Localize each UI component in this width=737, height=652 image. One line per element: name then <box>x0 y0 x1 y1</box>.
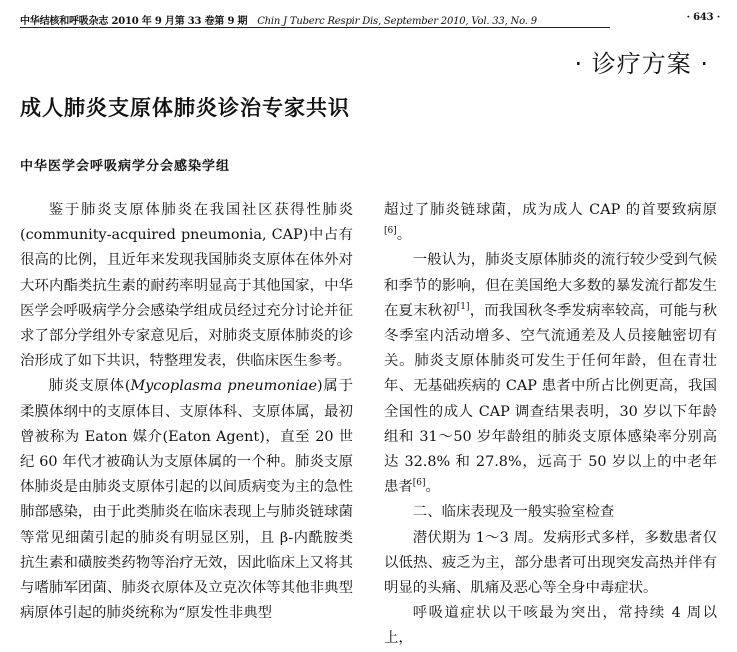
paragraph <box>384 198 717 248</box>
text-run: 一般认为，肺炎支原体肺炎的流行较少受到气候和季节的影响，但在美国绝大多数的暴发流行都发生在夏末秋初 <box>384 252 717 319</box>
text-run: ，而我国秋冬季发病率较高，可能与秋冬季室内活动增多、空气流通差及人员接触密切有关。肺炎支原体肺炎可发生于任何年龄，但在青壮年、无基础疾病的 CAP 患者中所占比例更高，我国全国性的成人 CAP 调查结果表明，30 岁以下年龄组和 31～50 岁年龄组的肺炎支原体感染率分别高达 32.8% 和 27.8%，远高于 50 岁以上的中老年患者 <box>384 302 717 496</box>
text-run: 。 <box>425 479 440 496</box>
text-run: 。 <box>396 227 412 244</box>
left-column <box>20 198 353 626</box>
text-run: 超过了肺炎链球菌，成为成人 CAP 的首要致病原 <box>384 202 717 218</box>
paragraph: 潜伏期为 1～3 周。发病形式多样，多数患者仅以低热、疲乏为主，部分患者可出现突发高热并伴有明显的头痛、肌痛及恶心等全身中毒症状。 <box>384 529 717 597</box>
species-name: Mycoplasma pneumoniae <box>130 378 317 395</box>
citation-ref: [6] <box>384 226 397 237</box>
header-rule <box>20 27 610 28</box>
citation-ref: [1] <box>456 302 470 313</box>
paragraph <box>20 374 353 626</box>
section-label: · 诊疗方案 · <box>574 50 709 78</box>
citation-ref: [6] <box>412 478 426 489</box>
right-column <box>384 198 717 652</box>
journal-cn: 中华结核和呼吸杂志 2010 年 9 月第 33 卷第 9 期 <box>20 16 248 27</box>
article-author: 中华医学会呼吸病学分会感染学组 <box>20 159 231 174</box>
text-run: 肺炎支原体( <box>48 378 131 395</box>
article-title: 成人肺炎支原体肺炎诊治专家共识 <box>20 96 350 120</box>
paragraph: 鉴于肺炎支原体肺炎在我国社区获得性肺炎(community-acquired pneumonia, CAP)中占有很高的比例，且近年来发现我国肺炎支原体在体外对大环内酯类抗生素的耐药率明显高于其他国家，中华医学会呼吸病学分会感染学组成员经过充分讨论并征求了部分学组外专家意见后，对肺炎支原体肺炎的诊治形成了如下共识，特整理发表，供临床医生参考。 <box>20 202 353 370</box>
text-run: )属于柔膜体纲中的支原体目、支原体科、支原体属，最初曾被称为 Eaton 媒介(Eaton Agent)，直至 20 世纪 60 年代才被确认为支原体属的一个种。肺炎支原体肺炎是由肺炎支原体引起的以间质病变为主的急性肺部感染，由于此类肺炎在临床表现上与肺炎链球菌等常见细菌引起的肺炎有明显区别，且 β-内酰胺类抗生素和磺胺类药物等治疗无效，因此临床上又将其与嗜肺军团菌、肺炎衣原体及立克次体等其他非典型病原体引起的肺炎统称为“原发性非典型 <box>20 378 353 622</box>
paragraph <box>384 248 717 500</box>
journal-en: Chin J Tuberc Respir Dis, September 2010, Vol. 33, No. 9 <box>257 16 537 27</box>
page-number: · 643 · <box>686 12 720 23</box>
paragraph: 呼吸道症状以干咳最为突出，常持续 4 周以上， <box>384 605 717 647</box>
section-heading: 二、临床表现及一般实验室检查 <box>412 504 615 521</box>
journal-line <box>20 12 537 27</box>
